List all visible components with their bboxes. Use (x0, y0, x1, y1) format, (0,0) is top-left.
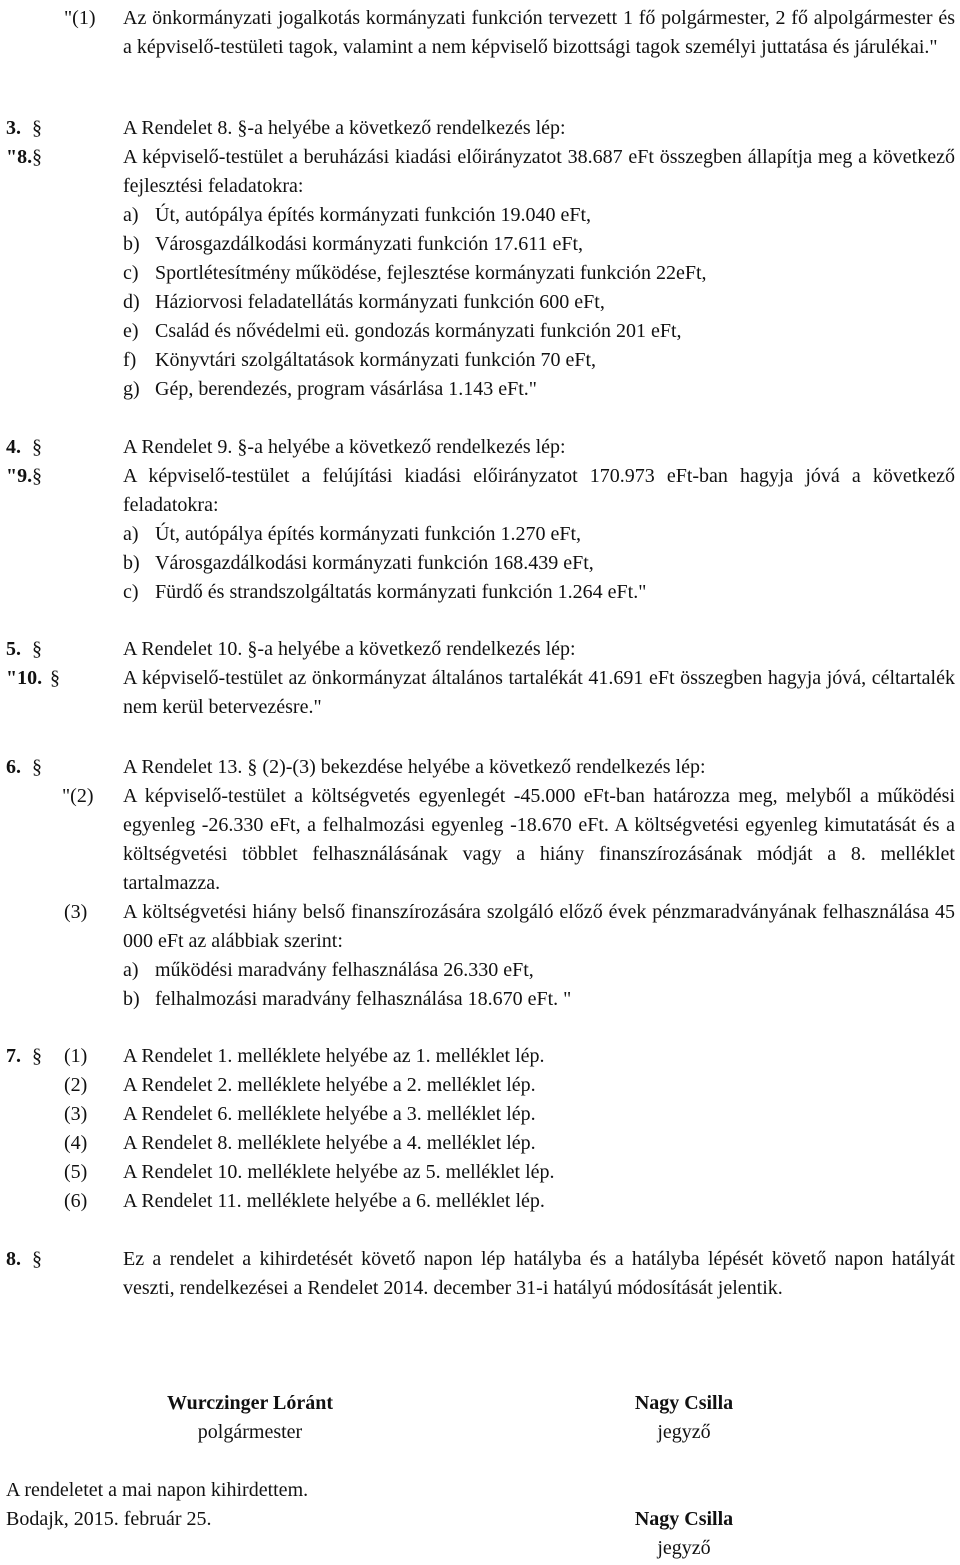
section-body (123, 143, 955, 404)
paragraph-marker: (5) (64, 1161, 88, 1183)
paragraph-marker: (6) (64, 1190, 88, 1212)
list (123, 956, 955, 1014)
section-text: A Rendelet 13. § (2)-(3) bekezdése helyébe a következő rendelkezés lép: (123, 756, 706, 778)
section-number: 8. (6, 1248, 21, 1270)
list-item: c) Fürdő és strandszolgáltatás kormányzati funkción 1.264 eFt." (123, 581, 647, 603)
signer-role: jegyző (657, 1421, 711, 1443)
paragraph-marker: (1) (64, 1045, 88, 1067)
paragraph-text: A Rendelet 1. melléklete helyébe az 1. melléklet lép. (123, 1045, 545, 1067)
section-number: 5. (6, 638, 21, 660)
promulgation-place-date: Bodajk, 2015. február 25. (6, 1508, 212, 1530)
section-sign: § (32, 1045, 42, 1067)
paragraph-text: Az önkormányzati jogalkotás kormányzati funkción tervezett 1 fő polgármester, 2 fő alpolgármester és a képviselő-testületi tagok, valamint a nem képviselő bizottsági tagok személyi juttatása és járulékai." (123, 7, 955, 58)
paragraph-marker: (2) (64, 1074, 88, 1096)
signer-role: polgármester (197, 1421, 303, 1443)
section-text: A képviselő-testület az önkormányzat általános tartalékát 41.691 eFt összegben hagyja jóvá, céltartalék nem kerül betervezésre." (123, 667, 955, 718)
paragraph-text: A Rendelet 10. melléklete helyébe az 5. melléklet lép. (123, 1161, 555, 1183)
promulgation-text: A rendeletet a mai napon kihirdettem. (6, 1479, 309, 1501)
paragraph-marker: (3) (64, 1103, 88, 1125)
signer-name: Nagy Csilla (634, 1392, 734, 1414)
paragraph-body (123, 898, 955, 1014)
list-item: c) Sportlétesítmény működése, fejlesztése kormányzati funkción 22eFt, (123, 262, 707, 284)
list-item: b) felhalmozási maradvány felhasználása 18.670 eFt. " (123, 988, 572, 1010)
section-sign: § (32, 117, 42, 139)
section-number: "8. (6, 146, 33, 168)
list-item: a) Út, autópálya építés kormányzati funkción 1.270 eFt, (123, 523, 582, 545)
list-item: a) Út, autópálya építés kormányzati funkción 19.040 eFt, (123, 204, 592, 226)
section-text: A képviselő-testület a beruházási kiadási előirányzatot 38.687 eFt összegben állapítja meg a következő fejlesztési feladatokra: (123, 146, 955, 197)
section-body (123, 462, 955, 607)
section-sign: § (32, 436, 42, 458)
paragraph-marker: "(2) (62, 785, 94, 807)
section-sign: § (32, 146, 42, 168)
paragraph-marker: "(1) (64, 7, 96, 29)
section-number: 6. (6, 756, 21, 778)
list-item: d) Háziorvosi feladatellátás kormányzati funkción 600 eFt, (123, 291, 605, 313)
signer-role: jegyző (657, 1537, 711, 1559)
section-text: Ez a rendelet a kihirdetését követő napon lép hatályba és a hatályba lépését követő napon hatályát veszti, rendelkezései a Rendelet 2014. december 31-i hatályú módosítását jelentik. (123, 1248, 955, 1299)
paragraph-text: A Rendelet 8. melléklete helyébe a 4. melléklet lép. (123, 1132, 536, 1154)
paragraph-text: A költségvetési hiány belső finanszírozására szolgáló előző évek pénzmaradványának felhasználása 45 000 eFt az alábbiak szerint: (123, 901, 955, 952)
section-text: A Rendelet 8. §-a helyébe a következő rendelkezés lép: (123, 117, 566, 139)
list (123, 520, 955, 607)
signature-left (120, 1389, 380, 1447)
signer-name: Wurczinger Lóránt (166, 1392, 334, 1414)
section-sign: § (32, 1248, 42, 1270)
paragraph-text: A Rendelet 6. melléklete helyébe a 3. melléklet lép. (123, 1103, 536, 1125)
section-sign: § (32, 465, 42, 487)
section-sign: § (50, 667, 60, 689)
list-item: e) Család és nővédelmi eü. gondozás kormányzati funkción 201 eFt, (123, 320, 682, 342)
section-number: 7. (6, 1045, 21, 1067)
paragraph-text: A Rendelet 2. melléklete helyébe a 2. melléklet lép. (123, 1074, 536, 1096)
list-item: b) Városgazdálkodási kormányzati funkción 168.439 eFt, (123, 552, 594, 574)
section-number: "10. (6, 667, 43, 689)
list-item: f) Könyvtári szolgáltatások kormányzati funkción 70 eFt, (123, 349, 597, 371)
section-number: 4. (6, 436, 21, 458)
list-item: a) működési maradvány felhasználása 26.330 eFt, (123, 959, 534, 981)
list (123, 201, 955, 404)
section-text: A Rendelet 10. §-a helyébe a következő rendelkezés lép: (123, 638, 576, 660)
paragraph-marker: (4) (64, 1132, 88, 1154)
paragraph-text: A Rendelet 11. melléklete helyébe a 6. melléklet lép. (123, 1190, 545, 1212)
list-item: b) Városgazdálkodási kormányzati funkción 17.611 eFt, (123, 233, 584, 255)
section-number: "9. (6, 465, 33, 487)
signer-name: Nagy Csilla (634, 1508, 734, 1530)
paragraph-marker: (3) (64, 901, 88, 923)
signature-right (574, 1389, 794, 1447)
section-sign: § (32, 638, 42, 660)
section-number: 3. (6, 117, 21, 139)
signature-promulgation (574, 1505, 794, 1563)
list-item: g) Gép, berendezés, program vásárlása 1.143 eFt." (123, 378, 537, 400)
section-text: A Rendelet 9. §-a helyébe a következő rendelkezés lép: (123, 436, 566, 458)
paragraph-text: A képviselő-testület a költségvetés egyenlegét -45.000 eFt-ban határozza meg, melyből a működési egyenleg -26.330 eFt, a felhalmozási egyenleg -18.670 eFt. A költségvetési egyenleg kimutatását és a költségvetési többlet felhasználásának vagy a hiány finanszírozásának módját a 8. melléklet tartalmazza. (123, 785, 955, 894)
section-sign: § (32, 756, 42, 778)
section-text: A képviselő-testület a felújítási kiadási előirányzatot 170.973 eFt-ban hagyja jóvá a következő feladatokra: (123, 465, 955, 516)
